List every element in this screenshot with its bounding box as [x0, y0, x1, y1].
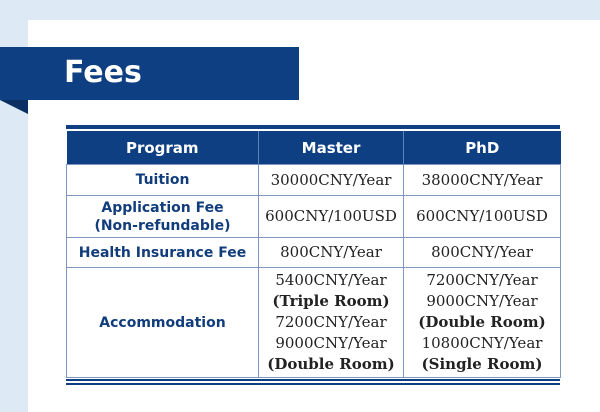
master-fee-cell — [259, 196, 404, 238]
fee-value: 9000CNY/Year — [275, 334, 387, 352]
row-label-line: (Non-refundable) — [94, 217, 231, 234]
phd-fee-cell — [404, 268, 561, 378]
room-type-label: (Double Room) — [267, 355, 395, 373]
row-label — [67, 196, 259, 238]
row-accommodation — [67, 268, 561, 378]
fee-value: 800CNY/Year — [431, 243, 533, 261]
fee-value: 800CNY/Year — [280, 243, 382, 261]
fees-table — [66, 131, 561, 378]
fee-value: 7200CNY/Year — [275, 313, 387, 331]
column-header-master: Master — [259, 131, 404, 165]
room-type-label: (Single Room) — [421, 355, 543, 373]
fee-value: 600CNY/100USD — [416, 207, 548, 225]
fee-value: 30000CNY/Year — [270, 170, 392, 189]
room-type-label: (Double Room) — [418, 313, 546, 331]
fee-value: 10800CNY/Year — [421, 334, 543, 352]
fee-value: 9000CNY/Year — [426, 292, 538, 310]
column-header-phd: PhD — [404, 131, 561, 165]
table-bottom-rule — [66, 379, 560, 381]
fee-value: 600CNY/100USD — [265, 207, 397, 225]
master-fee-cell — [259, 165, 404, 196]
room-type-label: (Triple Room) — [272, 292, 390, 310]
row-label-line: Application Fee — [101, 199, 224, 216]
fee-value: 7200CNY/Year — [426, 271, 538, 289]
row-label — [67, 238, 259, 268]
row-label — [67, 268, 259, 378]
row-label-line: Tuition — [135, 172, 190, 188]
master-fee-cell — [259, 268, 404, 378]
banner-fold — [0, 100, 28, 114]
phd-fee-cell — [404, 165, 561, 196]
row-label-line: Health Insurance Fee — [78, 244, 247, 261]
phd-fee-cell — [404, 196, 561, 238]
page-title: Fees — [64, 55, 142, 90]
phd-fee-cell — [404, 238, 561, 268]
row-label — [67, 165, 259, 196]
column-header-program: Program — [67, 131, 259, 165]
table-bottom-rule-secondary — [66, 383, 560, 385]
fee-value: 5400CNY/Year — [275, 271, 387, 289]
row-tuition — [67, 165, 561, 196]
row-label-line: Accommodation — [99, 314, 226, 331]
fee-value: 38000CNY/Year — [421, 170, 543, 189]
master-fee-cell — [259, 238, 404, 268]
row-application-fee — [67, 196, 561, 238]
table-header-row — [67, 131, 561, 165]
row-health-insurance-fee — [67, 238, 561, 268]
table-top-rule — [66, 125, 560, 129]
title-banner — [0, 47, 299, 100]
